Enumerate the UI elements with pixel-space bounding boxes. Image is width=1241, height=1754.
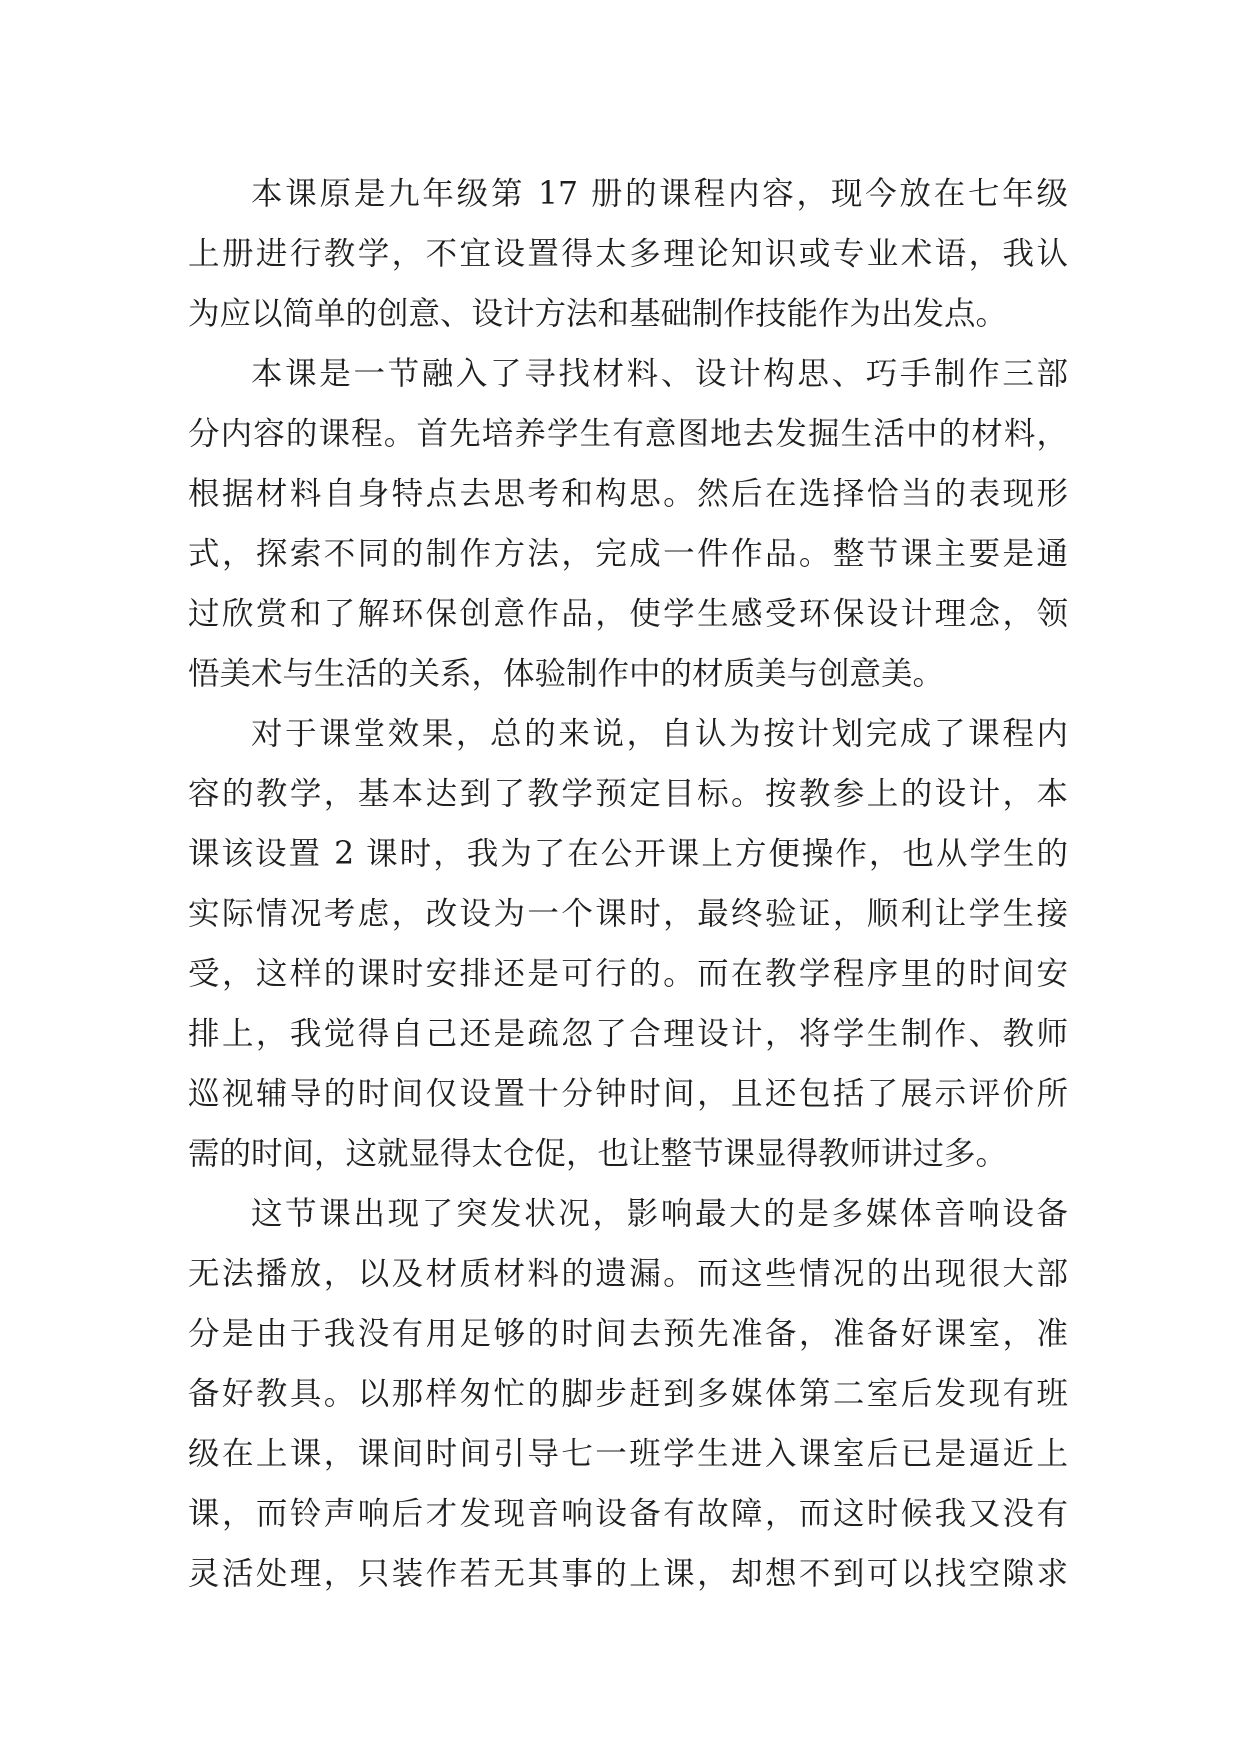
text-line: 根据材料自身特点去思考和构思。然后在选择恰当的表现形 [188, 476, 1068, 512]
paragraph-4 [188, 1184, 1068, 1604]
text-line: 为应以简单的创意、设计方法和基础制作技能作为出发点。 [188, 296, 1008, 332]
text-line: 灵活处理，只装作若无其事的上课，却想不到可以找空隙求 [188, 1556, 1068, 1592]
text-line: 容的教学，基本达到了教学预定目标。按教参上的设计，本 [188, 776, 1068, 812]
paragraph-2 [188, 344, 1068, 704]
text-line: 上册进行教学，不宜设置得太多理论知识或专业术语，我认 [188, 236, 1068, 272]
text-line: 悟美术与生活的关系，体验制作中的材质美与创意美。 [188, 656, 945, 692]
text-line: 受，这样的课时安排还是可行的。而在教学程序里的时间安 [188, 956, 1068, 992]
text-line: 巡视辅导的时间仅设置十分钟时间，且还包括了展示评价所 [188, 1076, 1068, 1112]
text-line: 本课原是九年级第 17 册的课程内容，现今放在七年级 [251, 176, 1068, 212]
text-line: 式，探索不同的制作方法，完成一件作品。整节课主要是通 [188, 536, 1068, 572]
text-line: 本课是一节融入了寻找材料、设计构思、巧手制作三部 [251, 356, 1068, 392]
text-line: 这节课出现了突发状况，影响最大的是多媒体音响设备 [251, 1196, 1068, 1232]
text-line: 对于课堂效果，总的来说，自认为按计划完成了课程内 [251, 716, 1068, 752]
text-line: 课该设置 2 课时，我为了在公开课上方便操作，也从学生的 [188, 836, 1068, 872]
text-line: 排上，我觉得自己还是疏忽了合理设计，将学生制作、教师 [188, 1016, 1068, 1052]
paragraph-1 [188, 164, 1068, 344]
text-line: 分内容的课程。首先培养学生有意图地去发掘生活中的材料， [188, 416, 1068, 452]
text-line: 备好教具。以那样匆忙的脚步赶到多媒体第二室后发现有班 [188, 1376, 1068, 1412]
text-line: 需的时间，这就显得太仓促，也让整节课显得教师讲过多。 [188, 1136, 1008, 1172]
text-line: 过欣赏和了解环保创意作品，使学生感受环保设计理念，领 [188, 596, 1068, 632]
text-line: 无法播放，以及材质材料的遗漏。而这些情况的出现很大部 [188, 1256, 1068, 1292]
text-line: 分是由于我没有用足够的时间去预先准备，准备好课室，准 [188, 1316, 1068, 1352]
document-body [188, 164, 1068, 1604]
paragraph-3 [188, 704, 1068, 1184]
text-line: 课，而铃声响后才发现音响设备有故障，而这时候我又没有 [188, 1496, 1068, 1532]
text-line: 实际情况考虑，改设为一个课时，最终验证，顺利让学生接 [188, 896, 1068, 932]
text-line: 级在上课，课间时间引导七一班学生进入课室后已是逼近上 [188, 1436, 1068, 1472]
